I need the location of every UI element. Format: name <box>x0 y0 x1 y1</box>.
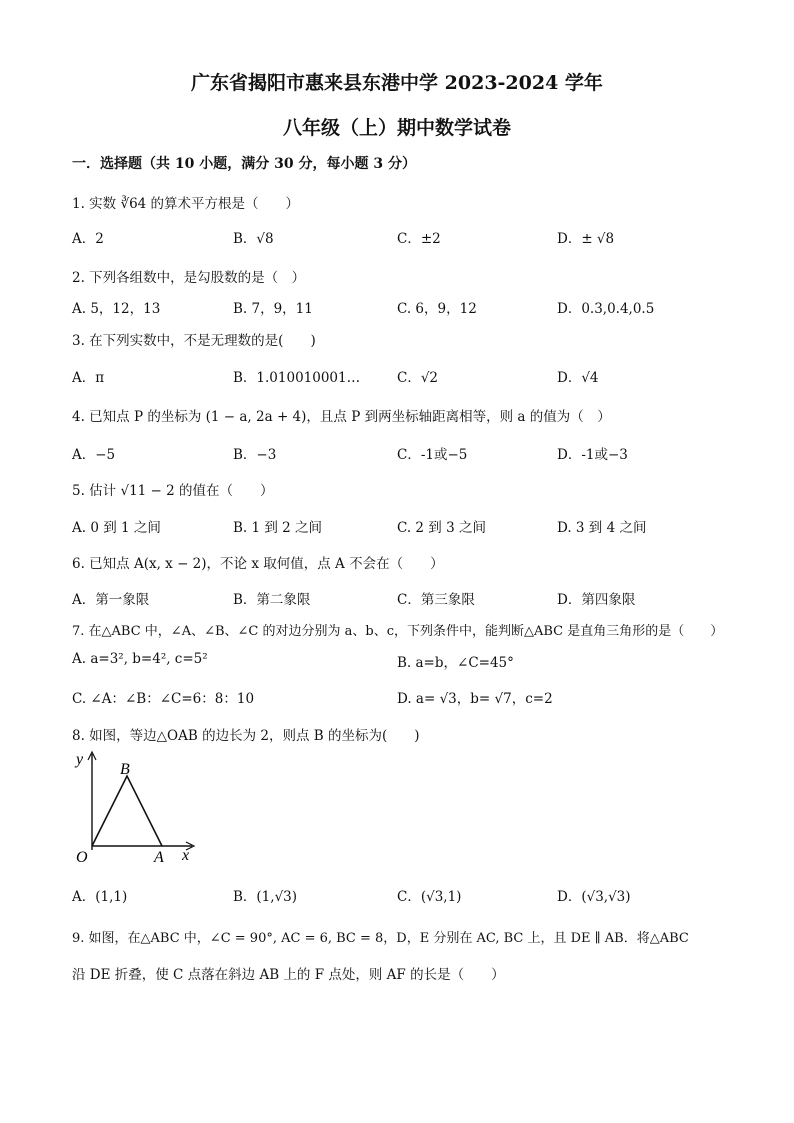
q8-option-c: C．(√3,1) <box>397 889 462 905</box>
q1-option-b: B．√8 <box>233 231 274 247</box>
page-title-line2: 八年级（上）期中数学试卷 <box>282 117 511 139</box>
triangle-figure <box>70 746 210 872</box>
triangle-oab <box>92 776 162 846</box>
q7-option-b: B. a=b，∠C=45° <box>397 655 514 671</box>
q7-option-d: D. a= √3，b= √7，c=2 <box>397 691 553 707</box>
q2-option-c: C. 6，9，12 <box>397 301 477 317</box>
q2-option-a: A. 5，12，13 <box>72 301 161 317</box>
point-label-a: A <box>154 849 164 866</box>
q3-option-a: A．π <box>72 370 105 386</box>
question-7: 7. 在△ABC 中，∠A、∠B、∠C 的对边分别为 a、b、c，下列条件中，能判断△ABC 是直角三角形的是（ ） <box>72 624 724 639</box>
q6-option-b: B．第二象限 <box>233 592 311 608</box>
question-2: 2. 下列各组数中，是勾股数的是（ ） <box>72 270 306 286</box>
q1-option-c: C．±2 <box>397 231 441 247</box>
question-9-line1: 9. 如图，在△ABC 中，∠C = 90°, AC = 6, BC = 8，D，E 分别在 AC, BC 上，且 DE ∥ AB．将△ABC <box>72 931 689 946</box>
question-9-line2: 沿 DE 折叠，使 C 点落在斜边 AB 上的 F 点处，则 AF 的长是（ ） <box>72 967 505 983</box>
q6-option-a: A．第一象限 <box>72 592 150 608</box>
q4-option-c: C．-1或−5 <box>397 447 468 463</box>
q8-option-a: A．(1,1) <box>72 889 128 905</box>
q5-option-d: D. 3 到 4 之间 <box>557 520 647 536</box>
question-3: 3. 在下列实数中，不是无理数的是( ) <box>72 333 316 349</box>
q7-option-a: A. a=3², b=4², c=5² <box>72 651 208 667</box>
question-1: 1. 实数 ∛64 的算术平方根是（ ） <box>72 196 300 212</box>
q7-option-c: C. ∠A：∠B：∠C=6：8：10 <box>72 691 255 707</box>
q6-option-c: C．第三象限 <box>397 592 475 608</box>
q5-option-c: C. 2 到 3 之间 <box>397 520 486 536</box>
question-4: 4. 已知点 P 的坐标为 (1 − a, 2a + 4)，且点 P 到两坐标轴距离相等，则 a 的值为（ ） <box>72 409 611 425</box>
q3-option-b: B．1.010010001… <box>233 370 361 386</box>
axis-label-x: x <box>182 847 190 864</box>
q5-option-a: A. 0 到 1 之间 <box>72 520 161 536</box>
q3-option-d: D．√4 <box>557 370 599 386</box>
q4-option-a: A．−5 <box>72 447 116 463</box>
q6-option-d: D．第四象限 <box>557 592 636 608</box>
q4-option-b: B．−3 <box>233 447 277 463</box>
q4-option-d: D．-1或−3 <box>557 447 628 463</box>
q1-option-d: D．± √8 <box>557 231 615 247</box>
q8-option-b: B．(1,√3) <box>233 889 298 905</box>
q1-option-a: A．2 <box>72 231 104 247</box>
q8-option-d: D．(√3,√3) <box>557 889 631 905</box>
triangle-figure-svg <box>70 746 210 868</box>
q2-option-b: B. 7，9，11 <box>233 301 313 317</box>
q3-option-c: C．√2 <box>397 370 439 386</box>
q2-option-d: D．0.3,0.4,0.5 <box>557 301 655 317</box>
question-8: 8. 如图，等边△OAB 的边长为 2，则点 B 的坐标为( ) <box>72 728 420 744</box>
axis-label-y: y <box>76 751 84 768</box>
question-5: 5. 估计 √11 − 2 的值在（ ） <box>72 483 274 499</box>
page-title-line1: 广东省揭阳市惠来县东港中学 2023-2024 学年 <box>191 72 603 94</box>
question-6: 6. 已知点 A(x, x − 2)，不论 x 取何值，点 A 不会在（ ） <box>72 556 444 572</box>
section-heading: 一．选择题（共 10 小题，满分 30 分，每小题 3 分） <box>72 156 416 172</box>
q5-option-b: B. 1 到 2 之间 <box>233 520 323 536</box>
point-label-o: O <box>76 849 88 866</box>
point-label-b: B <box>120 761 130 778</box>
